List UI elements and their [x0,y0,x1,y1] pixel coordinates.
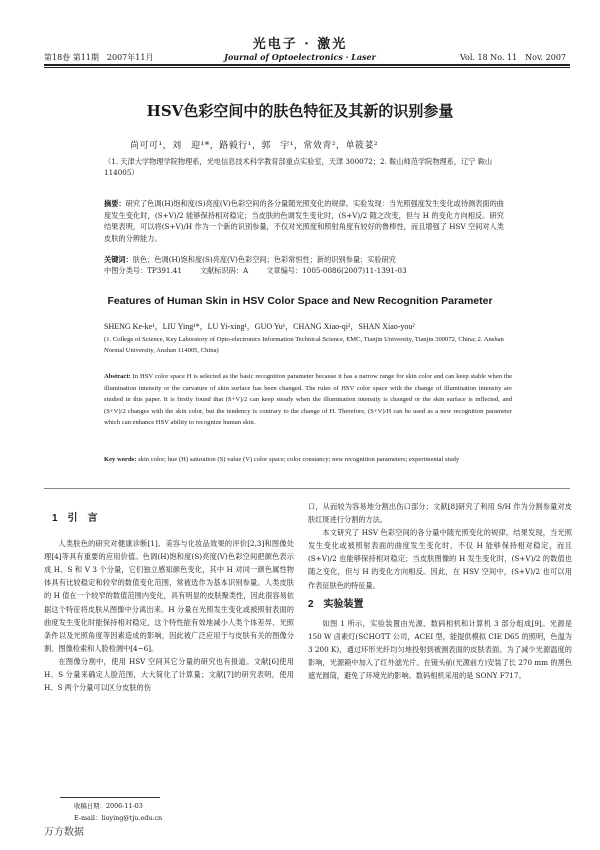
title-en: Features of Human Skin in HSV Color Space and New Recognition Parameter [107,295,493,307]
keywords-cn-text: 肤色；色调(H)饱和度(S)亮度(V)色彩空间；色彩常恒性；新的识别参量；实验研究 [132,255,396,264]
body-paragraph: 本文研究了 HSV 色彩空间的各分量中随光照变化的规律。结果发现，当光照发生变化或被照射表面的曲度发生变化时，不仅 H 能够保持相对稳定，而且(S+V)/2 也能够保持相对稳定；当皮肤图像的 H 发生变化时，(S+V)/2 的数值也随之变化，但与 H 的变化方向相反。因此，在 HSV 空间中，(S+V)/2 也可以用作表征肤色的特征量。 [308,528,572,590]
affiliations-cn: （1. 天津大学物理学院物理系，光电信息技术科学教育部重点实验室，天津 300072；2. 鞍山师范学院物理系，辽宁 鞍山 114005） [104,157,493,177]
abstract-cn [104,198,504,244]
document-code: 文献标识码：A [199,266,249,275]
journal-volume-cn: 第18卷 第11期 2007年11月 [44,53,154,62]
header-rule-thin [44,67,570,68]
body-paragraph: 在图像分割中，使用 HSV 空间其它分量的研究也有报道。文献[6]使用 H、S 分量来确定人脸范围，大大简化了计算量；文献[7]的研究表明，使用 H、S 两个分量可以区分皮肤的伤 [44,656,294,693]
affiliations-en: (1. College of Science, Key Laboratory of Opto-electronics Information Technical Science, EMC, Tianjin University, Tianjin 300072, China; 2. Anshan Normal University, Anshan 114005, China) [104,336,504,354]
footnote-rule [60,797,160,798]
keywords-cn-label: 关键词： [104,255,133,264]
abstract-en-text: In HSV color space H is selected as the basic recognition parameter because it has a narrow range for skin color and can keep stable when the illumination intensity or the curvature of skin surface has been changed. The rules of HSV color space with the change of illumination intensity are studied in this paper. It is firstly found that (S+V)/2 can keep steady when the illumination intensity is changed or the skin surface is inflected, and (S+V)/2 changes with the skin color, but the tendency is contrary to the change of H. Therefore, (S+V)/H can be used as a new recognition parameter which can enhance HSV ability to recognize human skin. [104,373,512,427]
body-column-left [44,500,294,694]
abstract-en-label: Abstract: [104,373,131,380]
keywords-en-text: skin color; hue (H) saturation (S) value (V) color space; color constancy; new recognition parameters; experimental study [138,456,460,463]
journal-name-en: Journal of Optoelectronics · Laser [224,52,376,62]
journal-volume-en: Vol. 18 No. 11 Nov. 2007 [460,53,566,62]
footnote-received: 收稿日期：2006-11-03 [74,802,143,810]
article-number: 文章编号：1005-0086(2007)11-1391-03 [266,266,407,275]
abstract-cn-text: 研究了色调(H)饱和度(S)亮度(V)色彩空间的各分量随光照变化的规律。实验发现：当光照强度发生变化或待测表面的曲度发生变化时，(S+V)/2 能够保持相对稳定；当皮肤的色调发生变化时，(S+V)/2 随之改变，但与 H 的变化方向相反。研究结果表明，可以将(S+V)/H 作为一个新的识别参量，不仅对光照度和照射角度有较好的鲁棒性，而且增强了 HSV 空间对人类皮肤的分辨能力。 [104,199,504,243]
body-column-right [308,500,572,682]
authors-en: SHENG Ke-ke¹，LIU Ying¹*，LU Yi-xing¹，GUO Yu¹，CHANG Xiao-qi²，SHAN Xiao-you² [104,322,415,331]
keywords-en-label: Key words: [104,456,137,463]
keywords-en [104,454,512,466]
title-cn: HSV色彩空间中的肤色特征及其新的识别参量 [146,102,454,120]
classification-cn [104,266,524,276]
footnote-email: E-mail：liuying@tju.edu.cn [74,814,163,822]
watermark: 万方数据 [44,827,84,838]
keywords-cn [104,254,504,265]
body-paragraph: 口，从而较为容易地分割出伤口部分；文献[8]研究了利用 S/H 作为分割参量对皮肤红斑进行分割的方法。 [308,502,572,525]
journal-name-cn: 光电子 · 激光 [252,37,348,52]
section-divider [44,488,570,489]
abstract-en [104,371,512,429]
authors-cn: 尚可可¹，刘 迎¹*，路毅行¹，郭 宇¹，常效青²，单筱荽² [130,141,379,151]
clc-number: 中图分类号：TP391.41 [104,266,182,275]
header-rule [44,64,570,66]
section-heading-setup: 2 实验装置 [308,598,364,610]
section-heading-intro: 1 引 言 [52,513,98,524]
abstract-cn-label: 摘要： [104,199,126,208]
body-paragraph: 如图 1 所示，实验装置由光源、数码相机和计算机 3 部分组成[9]。光源是 150 W 卤素灯(SCHOTT 公司，ACEI 型，能提供模拟 CIE D65 的照明，色温为 3 200 K)，通过环形光纤均匀地投射到被测表面的皮肤表面。为了减少光源温度的影响，光源箱中加入了红外滤光片。在镜头前(光源前方)安装了长 270 mm 的黑色遮光圆筒，避免了环境光的影响。数码相机采用的是 SONY F717。 [308,618,572,681]
body-paragraph: 人类肤色的研究对健康诊断[1]、美容与化妆品效果的评价[2,3]和图像处理[4]等具有重要的应用价值。色调(H)饱和度(S)亮度(V)色彩空间把颜色表示成 H、S 和 V 3 个分量，它们独立感知颜色变化，其中 H 对同一颜色属性物体具有比较稳定和较窄的数值变化范围，常被选作为基本识别参量。人类皮肤的 H 值在一个较窄的数值范围内变化，具有明显的皮肤聚类性，因此很容易依据这个特征将皮肤从图像中分离出来。H 分量在光照发生变化或被照射表面的曲度发生变化时能保持相对稳定，这个特性能有效地减小人类个体差异、光照条件以及光照角度等因素造成的影响，因此被广泛应用于与皮肤有关的图像分割、图像检索和人脸检测中[4~6]。 [44,539,294,653]
